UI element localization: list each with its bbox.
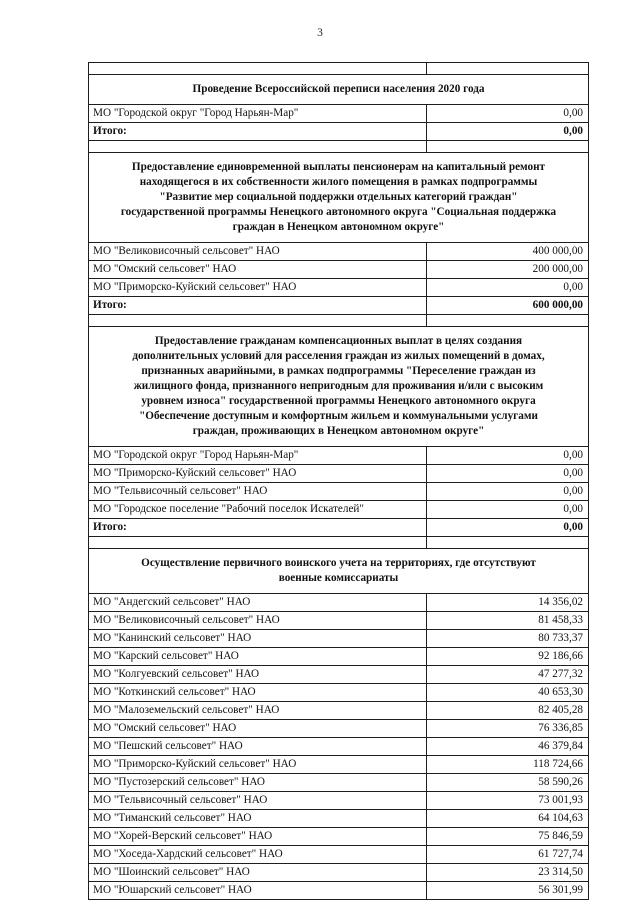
municipality-name: МО "Тиманский сельсовет" НАО xyxy=(89,810,427,828)
amount-value: 0,00 xyxy=(427,465,589,483)
spacer-cell-name xyxy=(89,537,427,549)
section-title: Проведение Всероссийской переписи населения 2020 года xyxy=(89,75,589,105)
section-header-row xyxy=(89,75,589,105)
municipality-name: МО "Великовисочный сельсовет" НАО xyxy=(89,243,427,261)
amount-value: 118 724,66 xyxy=(427,756,589,774)
municipality-name: МО "Городское поселение "Рабочий поселок Искателей" xyxy=(89,501,427,519)
table-row xyxy=(89,846,589,864)
table-row xyxy=(89,501,589,519)
municipality-name: МО "Городской округ "Город Нарьян-Мар" xyxy=(89,447,427,465)
table-row xyxy=(89,105,589,123)
section-header-row xyxy=(89,153,589,243)
table-row xyxy=(89,243,589,261)
municipality-name: МО "Хоседа-Хардский сельсовет" НАО xyxy=(89,846,427,864)
spacer-cell-value xyxy=(427,315,589,327)
municipality-name: МО "Омский сельсовет" НАО xyxy=(89,261,427,279)
spacer-cell-name xyxy=(89,141,427,153)
amount-value: 200 000,00 xyxy=(427,261,589,279)
table-row xyxy=(89,720,589,738)
table-row xyxy=(89,810,589,828)
amount-value: 14 356,02 xyxy=(427,594,589,612)
table-row xyxy=(89,648,589,666)
table-row xyxy=(89,756,589,774)
spacer-cell-value xyxy=(427,537,589,549)
section-title: Осуществление первичного воинского учета на территориях, где отсутствуют военные комиссариаты xyxy=(89,549,589,594)
total-amount: 0,00 xyxy=(427,123,589,141)
amount-value: 47 277,32 xyxy=(427,666,589,684)
total-label: Итого: xyxy=(89,123,427,141)
total-row xyxy=(89,123,589,141)
municipality-name: МО "Пешский сельсовет" НАО xyxy=(89,738,427,756)
amount-value: 0,00 xyxy=(427,447,589,465)
amount-value: 73 001,93 xyxy=(427,792,589,810)
spacer-cell-name xyxy=(89,63,427,75)
municipality-name: МО "Андегский сельсовет" НАО xyxy=(89,594,427,612)
amount-value: 0,00 xyxy=(427,279,589,297)
amount-value: 23 314,50 xyxy=(427,864,589,882)
total-amount: 0,00 xyxy=(427,519,589,537)
total-label: Итого: xyxy=(89,519,427,537)
amount-value: 400 000,00 xyxy=(427,243,589,261)
total-label: Итого: xyxy=(89,297,427,315)
table-row xyxy=(89,447,589,465)
table-row xyxy=(89,864,589,882)
amount-value: 0,00 xyxy=(427,105,589,123)
budget-allocation-table xyxy=(88,62,589,900)
table-row xyxy=(89,828,589,846)
municipality-name: МО "Шоинский сельсовет" НАО xyxy=(89,864,427,882)
municipality-name: МО "Пустозерский сельсовет" НАО xyxy=(89,774,427,792)
total-row xyxy=(89,519,589,537)
table-spacer-row xyxy=(89,537,589,549)
table-row xyxy=(89,702,589,720)
spacer-cell-name xyxy=(89,315,427,327)
section-header-row xyxy=(89,549,589,594)
amount-value: 56 301,99 xyxy=(427,882,589,900)
municipality-name: МО "Тельвисочный сельсовет" НАО xyxy=(89,792,427,810)
table-body xyxy=(89,63,589,900)
amount-value: 46 379,84 xyxy=(427,738,589,756)
amount-value: 75 846,59 xyxy=(427,828,589,846)
table-row xyxy=(89,261,589,279)
table-row xyxy=(89,882,589,900)
table-spacer-row xyxy=(89,63,589,75)
municipality-name: МО "Коткинский сельсовет" НАО xyxy=(89,684,427,702)
table-spacer-row xyxy=(89,315,589,327)
amount-value: 61 727,74 xyxy=(427,846,589,864)
municipality-name: МО "Колгуевский сельсовет" НАО xyxy=(89,666,427,684)
table-row xyxy=(89,738,589,756)
amount-value: 92 186,66 xyxy=(427,648,589,666)
spacer-cell-value xyxy=(427,63,589,75)
amount-value: 80 733,37 xyxy=(427,630,589,648)
amount-value: 76 336,85 xyxy=(427,720,589,738)
table-row xyxy=(89,483,589,501)
municipality-name: МО "Омский сельсовет" НАО xyxy=(89,720,427,738)
table-row xyxy=(89,279,589,297)
municipality-name: МО "Малоземельский сельсовет" НАО xyxy=(89,702,427,720)
table-row xyxy=(89,612,589,630)
spacer-cell-value xyxy=(427,141,589,153)
amount-value: 81 458,33 xyxy=(427,612,589,630)
municipality-name: МО "Городской округ "Город Нарьян-Мар" xyxy=(89,105,427,123)
amount-value: 58 590,26 xyxy=(427,774,589,792)
total-amount: 600 000,00 xyxy=(427,297,589,315)
amount-value: 64 104,63 xyxy=(427,810,589,828)
table-row xyxy=(89,594,589,612)
municipality-name: МО "Юшарский сельсовет" НАО xyxy=(89,882,427,900)
section-title: Предоставление гражданам компенсационных выплат в целях создания дополнительных условий для расселения граждан из жилых помещений в домах, признанных аварийными, в рамках подпрограммы "Переселение граждан из жилищного фонда, признанного непригодным для проживания и/или с высоким уровнем износа" государственной программы Ненецкого автономного округа "Обеспечение доступным и комфортным жильем и коммунальными услугами граждан, проживающих в Ненецком автономном округе" xyxy=(89,327,589,447)
municipality-name: МО "Приморско-Куйский сельсовет" НАО xyxy=(89,465,427,483)
table-row xyxy=(89,792,589,810)
table-row xyxy=(89,465,589,483)
total-row xyxy=(89,297,589,315)
municipality-name: МО "Приморско-Куйский сельсовет" НАО xyxy=(89,756,427,774)
table-row xyxy=(89,684,589,702)
table-row xyxy=(89,774,589,792)
municipality-name: МО "Приморско-Куйский сельсовет" НАО xyxy=(89,279,427,297)
municipality-name: МО "Тельвисочный сельсовет" НАО xyxy=(89,483,427,501)
section-title: Предоставление единовременной выплаты пенсионерам на капитальный ремонт находящегося в их собственности жилого помещения в рамках подпрограммы "Развитие мер социальной поддержки отдельных категорий граждан" государственной программы Ненецкого автономного округа "Социальная поддержка граждан в Ненецком автономном округе" xyxy=(89,153,589,243)
amount-value: 0,00 xyxy=(427,483,589,501)
page-number: 3 xyxy=(317,27,323,39)
table-row xyxy=(89,666,589,684)
section-header-row xyxy=(89,327,589,447)
municipality-name: МО "Карский сельсовет" НАО xyxy=(89,648,427,666)
municipality-name: МО "Хорей-Верский сельсовет" НАО xyxy=(89,828,427,846)
amount-value: 82 405,28 xyxy=(427,702,589,720)
municipality-name: МО "Канинский сельсовет" НАО xyxy=(89,630,427,648)
amount-value: 40 653,30 xyxy=(427,684,589,702)
table-spacer-row xyxy=(89,141,589,153)
table-row xyxy=(89,630,589,648)
amount-value: 0,00 xyxy=(427,501,589,519)
municipality-name: МО "Великовисочный сельсовет" НАО xyxy=(89,612,427,630)
